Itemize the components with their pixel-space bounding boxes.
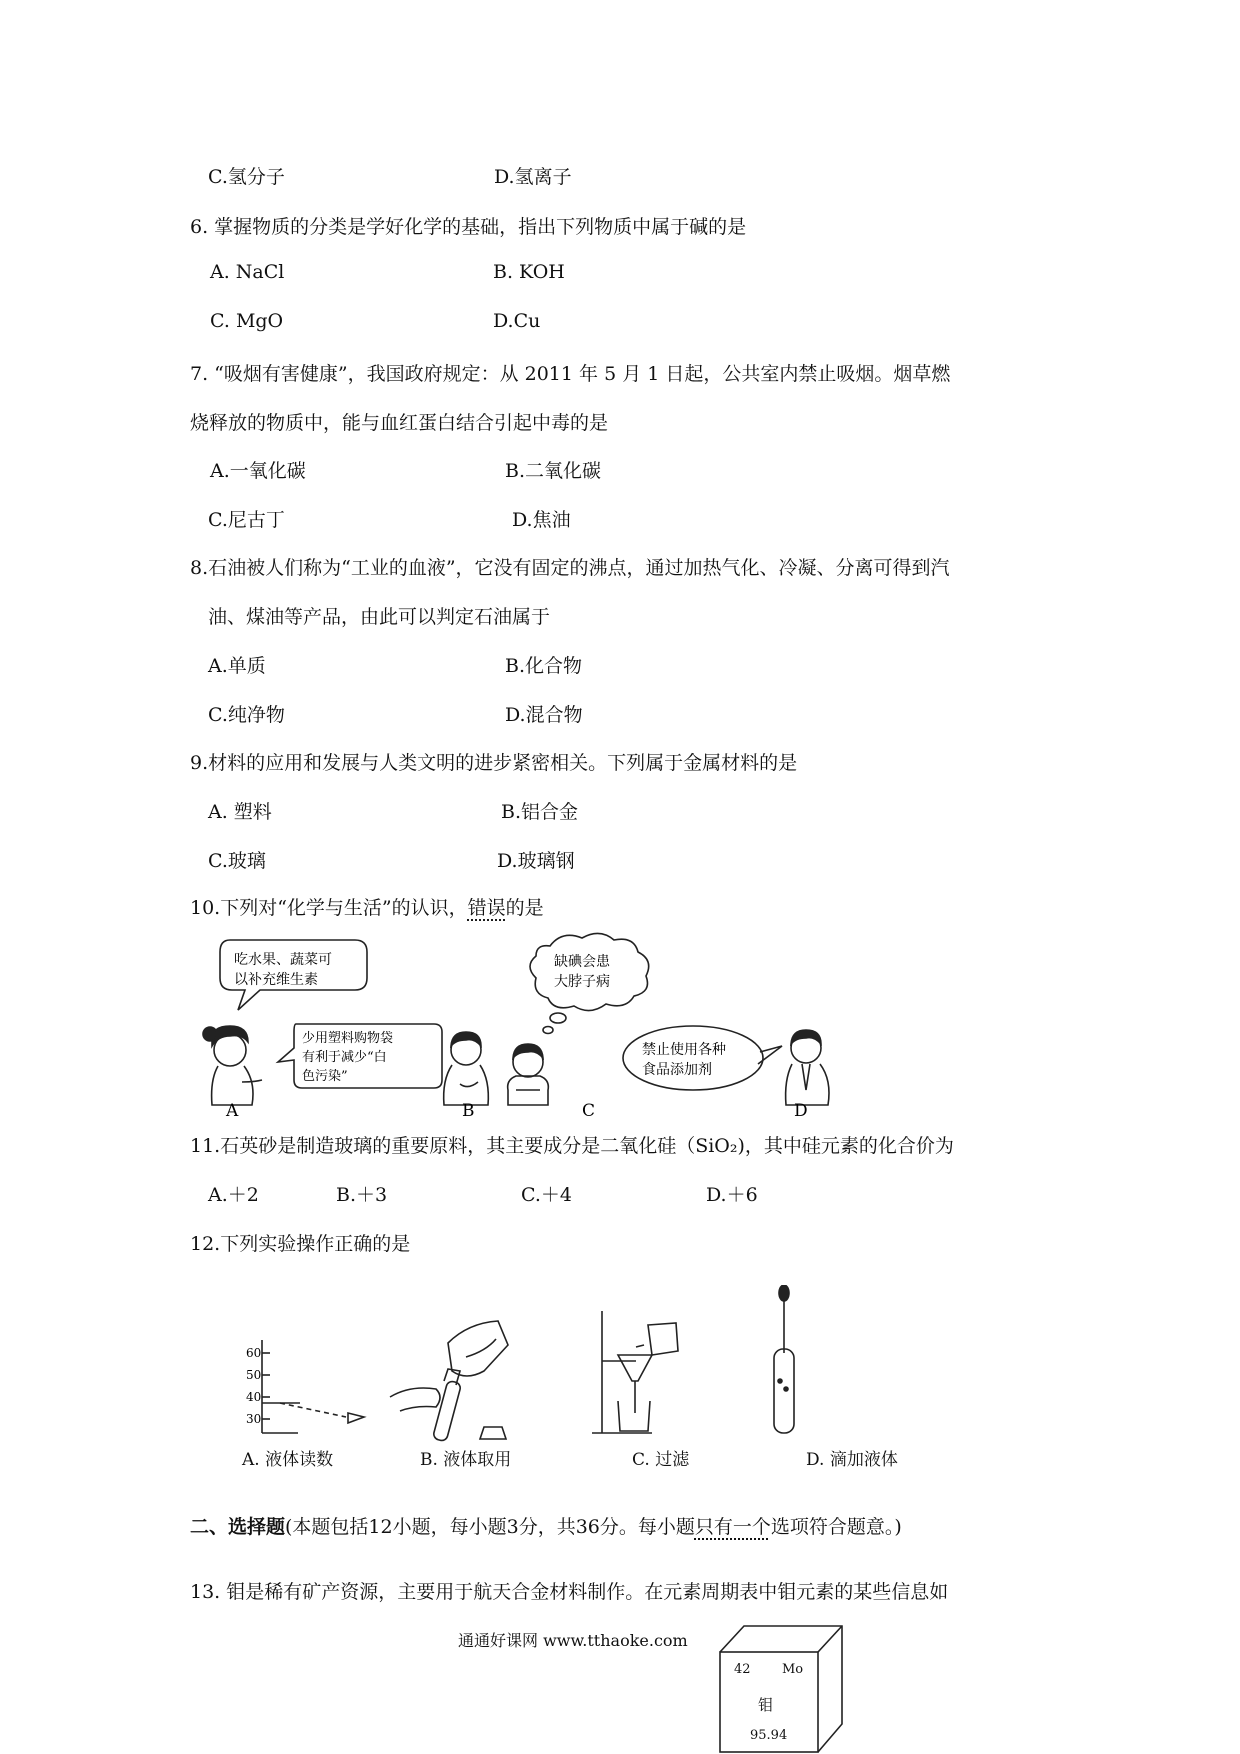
q12-illustration <box>240 1285 960 1445</box>
q10-stem-emphasis: 错误 <box>467 897 506 919</box>
section2-desc-pre: (本题包括12小题，每小题3分，共36分。每小题 <box>285 1516 695 1538</box>
element-name: 钼 <box>758 1696 774 1714</box>
q5-option-d: D.氢离子 <box>494 166 572 188</box>
q11-option-a: A.＋2 <box>208 1184 259 1206</box>
q11-stem: 11.石英砂是制造玻璃的重要原料，其主要成分是二氧化硅（SiO₂)，其中硅元素的化合价为 <box>190 1135 954 1157</box>
scale-30: 30 <box>246 1412 262 1426</box>
q7-option-d: D.焦油 <box>512 509 571 531</box>
q6-option-b: B. KOH <box>493 261 565 283</box>
q9-option-d: D.玻璃钢 <box>497 850 575 872</box>
q7-stem-line2: 烧释放的物质中，能与血红蛋白结合引起中毒的是 <box>190 412 609 434</box>
person-c <box>508 1044 549 1105</box>
bubble-c-line1: 缺碘会患 <box>554 954 610 970</box>
bubble-b-line1: 少用塑料购物袋 <box>302 1031 394 1046</box>
q8-stem-line2: 油、煤油等产品，由此可以判定石油属于 <box>208 606 551 628</box>
person-a <box>203 1026 262 1105</box>
thought-dot-1 <box>550 1013 566 1023</box>
q6-stem: 6. 掌握物质的分类是学好化学的基础，指出下列物质中属于碱的是 <box>190 216 747 238</box>
q5-option-c: C.氢分子 <box>208 166 285 188</box>
thought-dot-2 <box>543 1027 553 1034</box>
dropper-test-tube <box>774 1285 794 1433</box>
graduated-cylinder <box>262 1340 364 1433</box>
section2-title: 二、选择题 <box>190 1516 286 1538</box>
q9-option-b: B.铝合金 <box>501 801 579 823</box>
q7-option-b: B.二氧化碳 <box>505 460 602 482</box>
q10-label-c: C <box>582 1101 596 1120</box>
liquid-pouring <box>390 1321 508 1442</box>
q11-option-b: B.＋3 <box>336 1184 388 1206</box>
bubble-b-line2: 有利于减少“白 <box>302 1050 387 1065</box>
q10-stem-post: 的是 <box>505 897 544 919</box>
q13-stem: 13. 钼是稀有矿产资源，主要用于航天合金材料制作。在元素周期表中钼元素的某些信息如 <box>190 1581 949 1603</box>
scale-60: 60 <box>246 1346 262 1360</box>
q10-stem <box>190 893 544 920</box>
q10-label-b: B <box>462 1101 475 1120</box>
element-atomic-number: 42 <box>734 1662 751 1677</box>
filtration-setup <box>592 1311 678 1433</box>
scale-50: 50 <box>246 1368 262 1382</box>
q9-option-a: A. 塑料 <box>208 801 272 823</box>
q7-option-a: A.一氧化碳 <box>210 460 306 482</box>
section2-heading <box>190 1512 902 1539</box>
q12-stem: 12.下列实验操作正确的是 <box>190 1233 411 1255</box>
q11-option-c: C.＋4 <box>521 1184 572 1206</box>
q8-stem-line1: 8.石油被人们称为“工业的血液”，它没有固定的沸点，通过加热气化、冷凝、分离可得到汽 <box>190 557 950 579</box>
bubble-a-line2: 以补充维生素 <box>234 972 318 988</box>
bubble-b-line3: 色污染” <box>302 1069 348 1084</box>
q12-caption-b: B. 液体取用 <box>420 1450 512 1470</box>
bubble-d-outline <box>623 1026 763 1090</box>
q12-caption-d: D. 滴加液体 <box>806 1450 898 1470</box>
bubble-d-line2: 食品添加剂 <box>642 1062 712 1078</box>
element-symbol: Mo <box>782 1662 804 1677</box>
q10-label-d: D <box>794 1101 808 1120</box>
q6-option-d: D.Cu <box>493 310 541 332</box>
q8-option-a: A.单质 <box>208 655 266 677</box>
bubble-d-tail <box>758 1046 782 1064</box>
q8-option-c: C.纯净物 <box>208 704 285 726</box>
bubble-a-line1: 吃水果、蔬菜可 <box>234 952 332 968</box>
q12-caption-a: A. 液体读数 <box>242 1450 334 1470</box>
q11-option-d: D.＋6 <box>706 1184 758 1206</box>
bubble-c-line2: 大脖子病 <box>554 974 610 990</box>
q8-option-d: D.混合物 <box>505 704 583 726</box>
q7-stem-line1: 7. “吸烟有害健康”，我国政府规定：从 2011 年 5 月 1 日起，公共室内禁止吸烟。烟草燃 <box>190 363 951 385</box>
element-cell <box>718 1620 843 1754</box>
q12-caption-c: C. 过滤 <box>632 1450 690 1470</box>
q6-option-a: A. NaCl <box>210 261 285 283</box>
person-b <box>444 1032 489 1105</box>
q9-option-c: C.玻璃 <box>208 850 266 872</box>
q10-illustration <box>190 930 1040 1120</box>
scale-40: 40 <box>246 1390 262 1404</box>
section2-desc-emphasis: 只有一个 <box>694 1516 771 1538</box>
footer-watermark: 通通好课网 www.tthaoke.com <box>458 1631 688 1650</box>
q10-label-a: A <box>226 1101 239 1120</box>
person-d <box>786 1030 829 1105</box>
q10-stem-pre: 10.下列对“化学与生活”的认识， <box>190 897 468 919</box>
element-atomic-mass: 95.94 <box>750 1728 788 1743</box>
section2-desc-post: 选项符合题意。) <box>770 1516 902 1538</box>
bubble-d-line1: 禁止使用各种 <box>642 1042 726 1058</box>
q9-stem: 9.材料的应用和发展与人类文明的进步紧密相关。下列属于金属材料的是 <box>190 752 798 774</box>
q7-option-c: C.尼古丁 <box>208 509 285 531</box>
q8-option-b: B.化合物 <box>505 655 583 677</box>
bubble-c-outline <box>530 933 649 1010</box>
q6-option-c: C. MgO <box>210 310 284 332</box>
